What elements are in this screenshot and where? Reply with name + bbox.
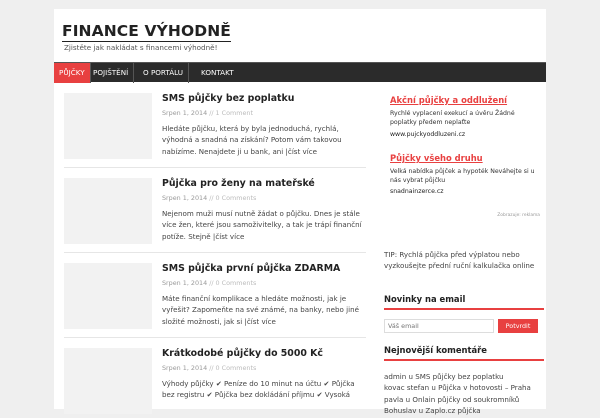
post-excerpt: Výhody půjčky ✔ Peníze do 10 minut na účtu ✔ Půjčka bez registru ✔ Půjčka bez dokládání příjmu ✔ Vysoká (162, 379, 355, 400)
ad-text: Velká nabídka půjček a hypoték Neváhejte si u nás vybrat půjčku (390, 168, 535, 184)
ad-title[interactable]: Půjčky všeho druhu (390, 153, 483, 163)
post-date: Srpen 1, 2014 (162, 279, 208, 287)
post-excerpt: Nejenom muži musí nutně žádat o půjčku. Dnes je stále více žen, které jsou samoživitelky, a tak je trápí finanční potíže. Stejně |číst více (162, 209, 362, 241)
post-meta (162, 109, 253, 117)
ad-choices-label[interactable]: Zobrazuje: reklama (497, 213, 540, 218)
tip-text: TIP: Rychlá půjčka před výplatou nebo vyzkoušejte přední ruční kalkulačka online (384, 250, 535, 271)
post-excerpt: Máte finanční komplikace a hledáte možnosti, jak je vyřešit? Zapomeňte na své známé, na banky, nebo jiné složité možnosti, jak si |číst více (162, 294, 359, 326)
comment-item[interactable]: pavla u Onlain půjčky od soukromníků (384, 394, 520, 404)
post-title[interactable]: Krátkodobé půjčky do 5000 Kč (162, 348, 323, 359)
ad-block (384, 93, 542, 219)
post-comments-link[interactable]: // 0 Comments (209, 364, 257, 372)
post-meta (162, 364, 256, 372)
post-title[interactable]: Půjčka pro ženy na mateřské (162, 178, 315, 189)
post-title[interactable]: SMS půjčka první půjčka ZDARMA (162, 263, 341, 274)
post-excerpt: Hledáte půjčku, která by byla jednoduchá, rychlá, výhodná a snadná na získání? Potom vám takovou nabízíme. Nenajdete ji u bank, ani |číst více (162, 124, 342, 156)
post-thumbnail[interactable] (64, 178, 152, 244)
post-item (64, 348, 364, 418)
ad-title[interactable]: Akční půjčky a oddlužení (390, 95, 508, 105)
site-tagline: Zjistěte jak nakládat s financemi výhodně! (64, 43, 218, 52)
post-item (64, 178, 364, 248)
nav-item-o-portalu[interactable]: O PORTÁLU (138, 63, 189, 83)
comment-item[interactable]: admin u SMS půjčky bez poplatku (384, 372, 504, 381)
post-date: Srpen 1, 2014 (162, 194, 208, 202)
post-comments-link[interactable]: // 0 Comments (209, 194, 257, 202)
post-divider (64, 337, 366, 338)
recent-comments-list (384, 371, 544, 417)
post-divider (64, 167, 366, 168)
post-date: Srpen 1, 2014 (162, 109, 208, 117)
ad-text: Rychlé vyplacení exekucí a úvěru Žádné poplatky předem neplaťte (390, 110, 515, 126)
comment-item[interactable]: kovac stefan u Půjčka v hotovosti – Praha (384, 383, 531, 393)
post-thumbnail[interactable] (64, 93, 152, 159)
post-thumbnail[interactable] (64, 263, 152, 329)
post-item (64, 93, 364, 163)
main-nav (54, 62, 546, 82)
comment-item[interactable]: Bohuslav u Zaplo.cz půjčka (384, 406, 481, 416)
ad-url[interactable]: snadnainzerce.cz (390, 188, 444, 195)
submit-button[interactable]: Potvrdit (498, 319, 538, 333)
nav-item-pujcky[interactable]: PŮJČKY (54, 63, 91, 83)
nav-item-pojisteni[interactable]: POJIŠTĚNÍ (88, 63, 134, 83)
page-container (54, 9, 546, 416)
email-input[interactable] (384, 319, 494, 333)
nav-item-kontakt[interactable]: KONTAKT (201, 68, 234, 77)
recent-comments-title: Nejnovější komentáře (384, 345, 544, 361)
newsletter-title: Novinky na email (384, 294, 544, 310)
post-meta (162, 279, 256, 287)
post-comments-link[interactable]: // 0 Comments (209, 279, 257, 287)
ad-url[interactable]: www.pujckyoddluzeni.cz (390, 131, 466, 138)
post-meta (162, 194, 256, 202)
site-title[interactable]: FINANCE VÝHODNĚ (62, 22, 231, 40)
post-thumbnail[interactable] (64, 348, 152, 414)
post-date: Srpen 1, 2014 (162, 364, 208, 372)
post-comments-link[interactable]: // 1 Comment (209, 109, 253, 117)
post-title[interactable]: SMS půjčky bez poplatku (162, 93, 295, 104)
post-item (64, 263, 364, 333)
post-divider (64, 252, 366, 253)
